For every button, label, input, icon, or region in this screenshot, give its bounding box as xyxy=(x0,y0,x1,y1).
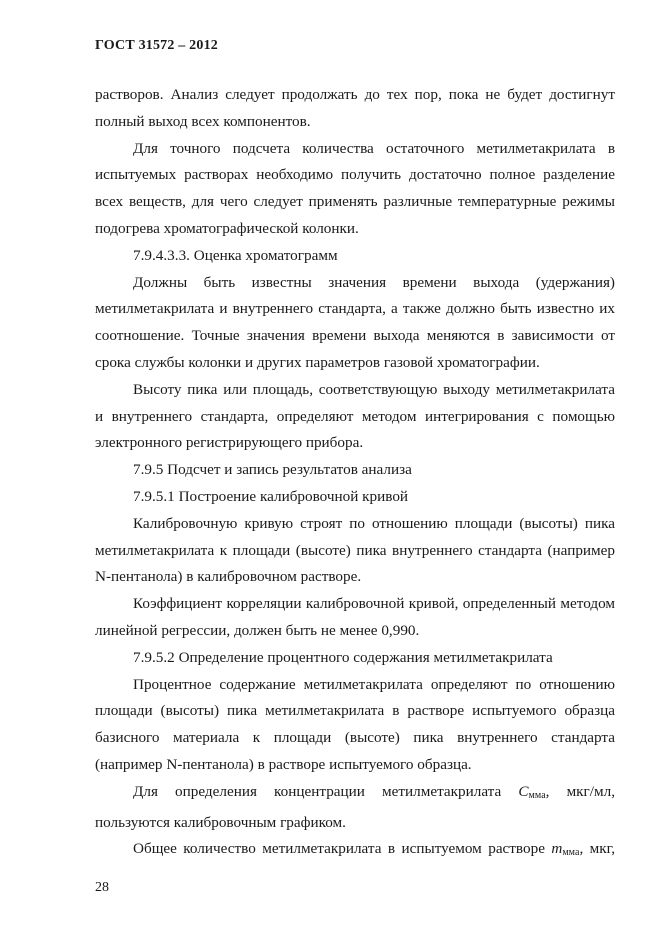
document-header: ГОСТ 31572 – 2012 xyxy=(95,38,218,53)
variable-subscript: ммa xyxy=(528,789,546,801)
section-heading: 7.9.5.1 Построение калибровочной кривой xyxy=(133,487,409,505)
paragraph: Должны быть известны значения времени выхода (удержания) метилметакрилата и внутреннего стандарта, а также должно быть известно их соотношение. Точные значения времени выхода меняются в зависимости от срока службы колонки и других параметров газовой хроматографии. xyxy=(95,273,615,371)
paragraph: растворов. Анализ следует продолжать до тех пор, пока не будет достигнут полный выход всех компонентов. xyxy=(95,86,615,130)
variable-symbol: C xyxy=(518,782,529,800)
section-heading: 7.9.5.2 Определение процентного содержания метилметакрилата xyxy=(133,648,553,666)
page-number: 28 xyxy=(95,880,109,895)
document-body xyxy=(95,82,615,867)
paragraph-text: , мкг/мл, пользуются калибровочным графиком. xyxy=(95,782,615,831)
paragraph-text: Общее количество метилметакрилата в испытуемом растворе xyxy=(133,840,552,858)
paragraph: Для точного подсчета количества остаточного метилметакрилата в испытуемых растворах необходимо получить достаточно полное разделение всех веществ, для чего следует применять различные температурные режимы подогрева хроматографической колонки. xyxy=(95,139,615,237)
paragraph: Коэффициент корреляции калибровочной кривой, определенный методом линейной регрессии, должен быть не менее 0,990. xyxy=(95,595,615,639)
section-heading: 7.9.5 Подсчет и запись результатов анализа xyxy=(133,461,412,479)
paragraph-text: , мкг, xyxy=(579,840,615,858)
paragraph: Калибровочную кривую строят по отношению площади (высоты) пика метилметакрилата к площади (высоте) пика внутреннего стандарта (например N-пентанола) в калибровочном растворе. xyxy=(95,514,615,586)
variable-subscript: ммa xyxy=(562,847,580,859)
section-heading: 7.9.4.3.3. Оценка хроматограмм xyxy=(133,246,338,264)
paragraph: Высоту пика или площадь, соответствующую выходу метилметакрилата и внутреннего стандарта, определяют методом интегрирования с помощью электронного регистрирующего прибора. xyxy=(95,380,615,452)
paragraph xyxy=(95,836,615,867)
variable-symbol: m xyxy=(551,840,563,858)
paragraph xyxy=(95,779,615,837)
paragraph-text: Для определения концентрации метилметакрилата xyxy=(133,782,519,800)
paragraph: Процентное содержание метилметакрилата определяют по отношению площади (высоты) пика метилметакрилата в растворе испытуемого образца базисного материала к площади (высоте) пика внутреннего стандарта (например N-пентанола) в растворе испытуемого образца. xyxy=(95,675,615,773)
